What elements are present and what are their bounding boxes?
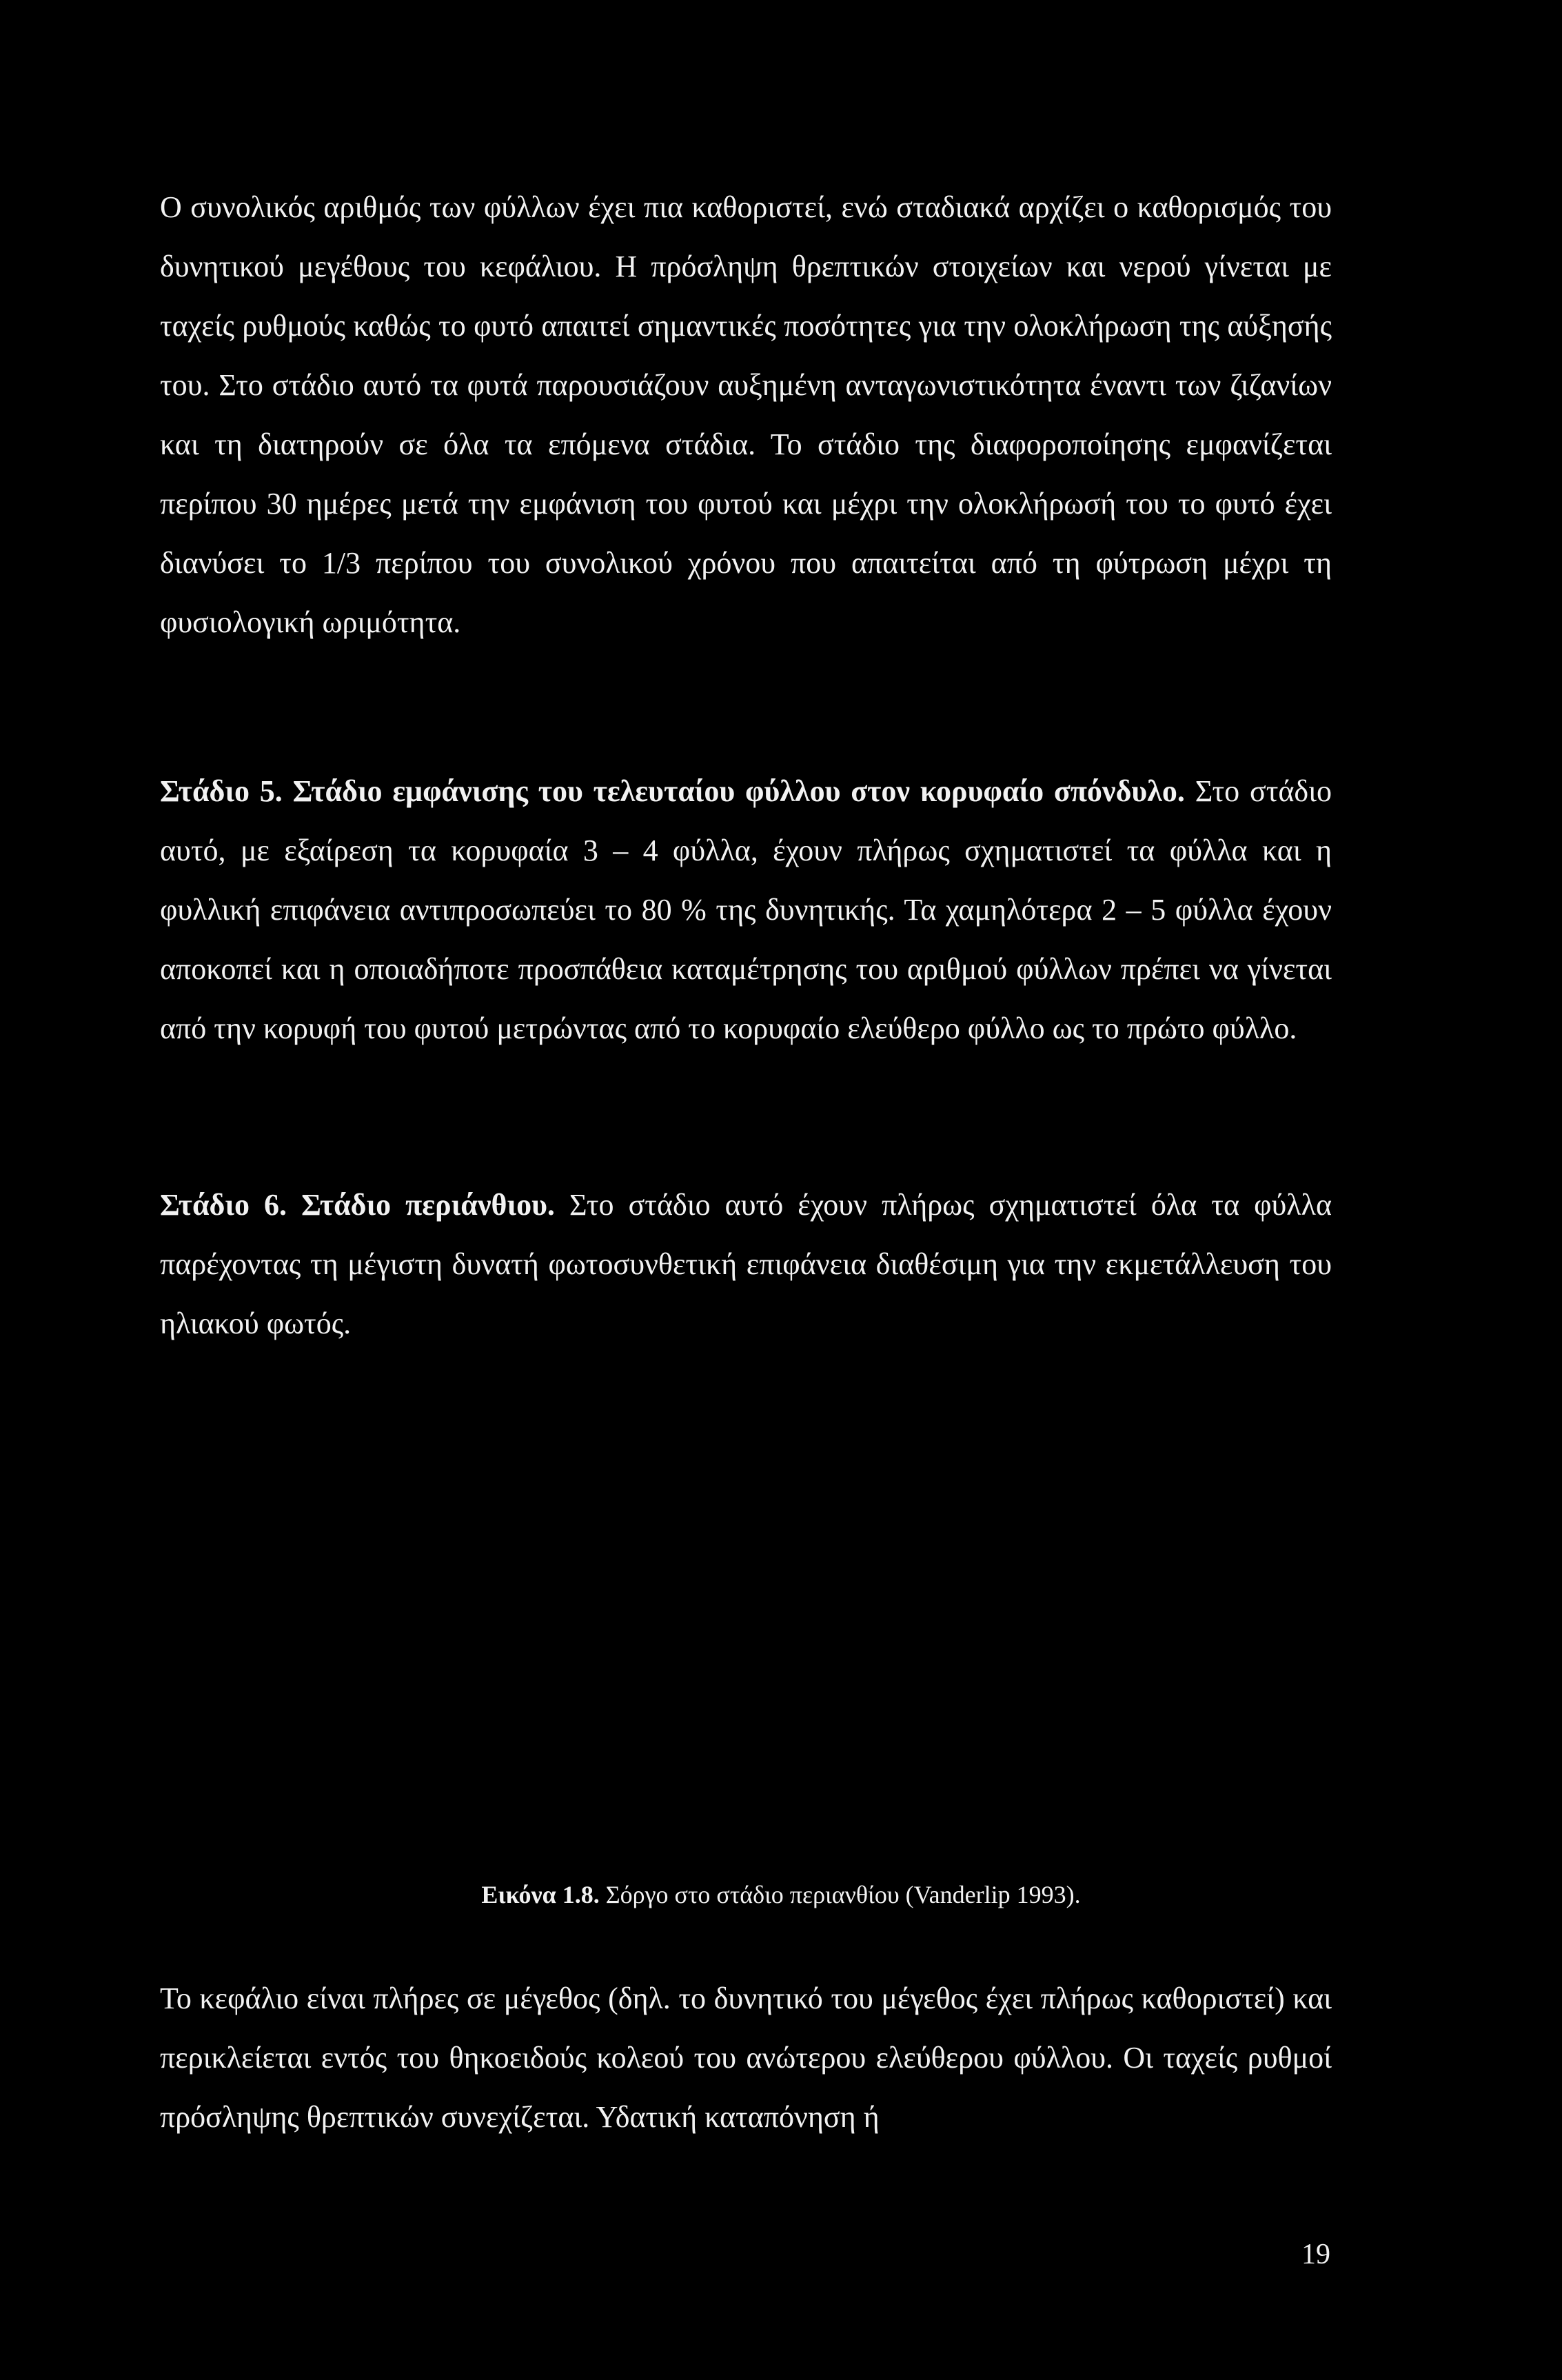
figure-label: Εικόνα 1.8. <box>481 1881 600 1908</box>
closing-text: Το κεφάλιο είναι πλήρες σε μέγεθος (δηλ. το δυνητικό του μέγεθος έχει πλήρως καθοριστεί) και περικλείεται εντός του θηκοειδούς κολεού του ανώτερου ελεύθερου φύλλου. Οι ταχείς ρυθμοί πρόσληψης θρεπτικών συνεχίζεται. Υδατική καταπόνηση ή <box>160 1981 1332 2134</box>
closing-paragraph <box>160 1969 1332 2147</box>
stage5-paragraph <box>160 762 1332 1058</box>
stage6-paragraph <box>160 1176 1332 1353</box>
figure-caption <box>0 1874 1562 1915</box>
stage6-text: Στο στάδιο αυτό έχουν πλήρως σχηματιστεί όλα τα φύλλα παρέχοντας τη μέγιστη δυνατή φωτοσυνθετική επιφάνεια διαθέσιμη για την εκμετάλλευση του ηλιακού φωτός. <box>160 1188 1332 1340</box>
stage5-heading: Στάδιο 5. Στάδιο εμφάνισης του τελευταίου φύλλου στον κορυφαίο σπόνδυλο. <box>160 774 1185 808</box>
stage6-heading: Στάδιο 6. Στάδιο περιάνθιου. <box>160 1188 555 1222</box>
intro-paragraph <box>160 178 1332 652</box>
figure-area <box>160 1379 1332 1862</box>
page-number: 19 <box>1301 2239 1330 2270</box>
stage5-text: Στο στάδιο αυτό, με εξαίρεση τα κορυφαία 3 – 4 φύλλα, έχουν πλήρως σχηματιστεί τα φύλλα και η φυλλική επιφάνεια αντιπροσωπεύει το 80 % της δυνητικής. Τα χαμηλότερα 2 – 5 φύλλα έχουν αποκοπεί και η οποιαδήποτε προσπάθεια καταμέτρησης του αριθμού φύλλων πρέπει να γίνεται από την κορυφή του φυτού μετρώντας από το κορυφαίο ελεύθερο φύλλο ως το πρώτο φύλλο. <box>160 774 1332 1045</box>
intro-text: Ο συνολικός αριθμός των φύλλων έχει πια καθοριστεί, ενώ σταδιακά αρχίζει ο καθορισμός του δυνητικού μεγέθους του κεφάλιου. Η πρόσληψη θρεπτικών στοιχείων και νερού γίνεται με ταχείς ρυθμούς καθώς το φυτό απαιτεί σημαντικές ποσότητες για την ολοκλήρωση της αύξησής του. Στο στάδιο αυτό τα φυτά παρουσιάζουν αυξημένη ανταγωνιστικότητα έναντι των ζιζανίων και τη διατηρούν σε όλα τα επόμενα στάδια. Το στάδιο της διαφοροποίησης εμφανίζεται περίπου 30 ημέρες μετά την εμφάνιση του φυτού και μέχρι την ολοκλήρωσή του το φυτό έχει διανύσει το 1/3 περίπου του συνολικού χρόνου που απαιτείται από τη φύτρωση μέχρι τη φυσιολογική ωριμότητα. <box>160 190 1332 639</box>
figure-caption-text: Σόργο στο στάδιο περιανθίου (Vanderlip 1993). <box>605 1881 1081 1908</box>
